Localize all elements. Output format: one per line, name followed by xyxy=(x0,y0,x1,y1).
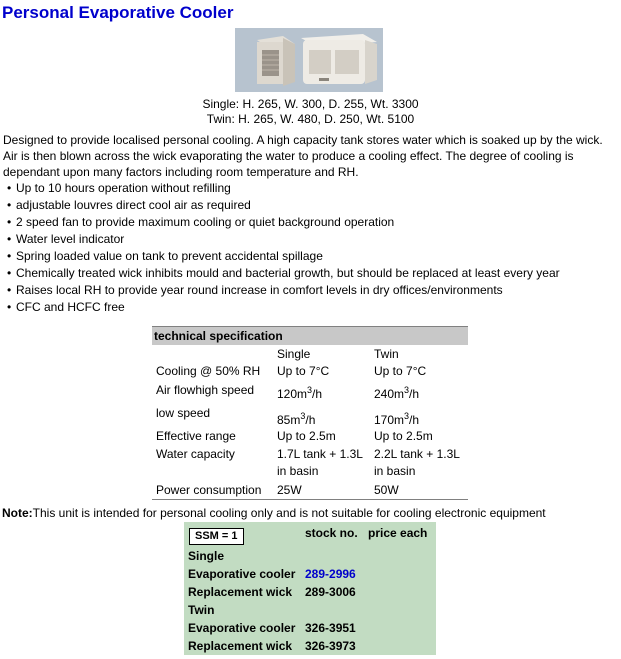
page-title: Personal Evaporative Cooler xyxy=(2,3,234,22)
list-item: • CFC and HCFC free xyxy=(7,299,560,316)
stock-wick-label: Replacement wick xyxy=(188,639,293,653)
caption-single: Single: H. 265, W. 300, D. 255, Wt. 3300 xyxy=(202,97,419,111)
note xyxy=(2,506,546,520)
spec-table xyxy=(152,326,468,503)
spec-water-single-2: in basin xyxy=(277,464,319,478)
spec-range-twin: Up to 2.5m xyxy=(374,429,433,443)
spec-low-label: low speed xyxy=(156,406,211,420)
intro-paragraph: Designed to provide localised personal cooling. A high capacity tank stores water which is soaked up by the wick. Air is then blown across the wick evaporating the water to produce a cooling effect. The degree of cooling is dependant upon many factors including room temperature and RH. xyxy=(3,133,603,179)
spec-range-label: Effective range xyxy=(156,429,236,443)
spec-col-twin: Twin xyxy=(374,347,399,361)
caption-twin: Twin: H. 265, W. 480, D. 250, Wt. 5100 xyxy=(206,112,415,126)
feature-list xyxy=(7,180,560,316)
spec-airflow-high-single: $120m^3/h$ xyxy=(277,385,323,401)
spec-bottom-rule xyxy=(152,499,468,500)
spec-cooling-label: Cooling @ 50% RH xyxy=(156,364,261,378)
stock-evap-label: Evaporative cooler xyxy=(188,567,296,581)
stock-wick-label: Replacement wick xyxy=(188,585,293,599)
stock-single-wick-no: 289-3006 xyxy=(305,585,356,599)
spec-cooling-twin: Up to 7°C xyxy=(374,364,427,378)
spec-power-single: 25W xyxy=(277,483,302,497)
list-item: • adjustable louvres direct cool air as required xyxy=(7,197,560,214)
spec-body xyxy=(152,345,468,503)
ssm-badge: SSM = 1 xyxy=(189,528,244,545)
stock-col-price: price each xyxy=(368,526,428,540)
spec-water-twin-2: in basin xyxy=(374,464,416,478)
spec-water-single-1: 1.7L tank + 1.3L xyxy=(277,447,363,461)
spec-power-label: Power consumption xyxy=(156,483,262,497)
spec-airflow-low-single: $85m^3/h$ xyxy=(277,411,316,427)
note-label: Note: xyxy=(2,506,33,520)
spec-airflow-high-twin: $240m^3/h$ xyxy=(374,385,420,401)
spec-water-label: Water capacity xyxy=(156,447,235,461)
stock-table xyxy=(184,522,436,655)
spec-airflow-low-twin: $170m^3/h$ xyxy=(374,411,420,427)
stock-link-single-evap[interactable]: 289-2996 xyxy=(305,567,356,581)
stock-col-stock: stock no. xyxy=(305,526,358,540)
spec-power-twin: 50W xyxy=(374,483,399,497)
stock-group-single: Single xyxy=(188,549,225,563)
spec-water-twin-1: 2.2L tank + 1.3L xyxy=(374,447,460,461)
spec-heading: technical specification xyxy=(152,326,468,345)
list-item: • Water level indicator xyxy=(7,231,560,248)
stock-group-twin: Twin xyxy=(188,603,215,617)
stock-twin-wick-no: 326-3973 xyxy=(305,639,356,653)
list-item: • Spring loaded value on tank to prevent accidental spillage xyxy=(7,248,560,265)
stock-twin-evap-no: 326-3951 xyxy=(305,621,356,635)
list-item: • Up to 10 hours operation without refilling xyxy=(7,180,560,197)
list-item: • Raises local RH to provide year round increase in comfort levels in dry offices/environments xyxy=(7,282,560,299)
spec-range-single: Up to 2.5m xyxy=(277,429,336,443)
spec-col-single: Single xyxy=(277,347,311,361)
spec-cooling-single: Up to 7°C xyxy=(277,364,330,378)
spec-airflow-label: Air flowhigh speed xyxy=(156,383,255,397)
note-text: This unit is intended for personal cooling only and is not suitable for cooling electronic equipment xyxy=(32,506,546,520)
product-photo xyxy=(235,28,383,92)
list-item: • 2 speed fan to provide maximum cooling or quiet background operation xyxy=(7,214,560,231)
stock-evap-label: Evaporative cooler xyxy=(188,621,296,635)
list-item: • Chemically treated wick inhibits mould and bacterial growth, but should be replaced at least every year xyxy=(7,265,560,282)
